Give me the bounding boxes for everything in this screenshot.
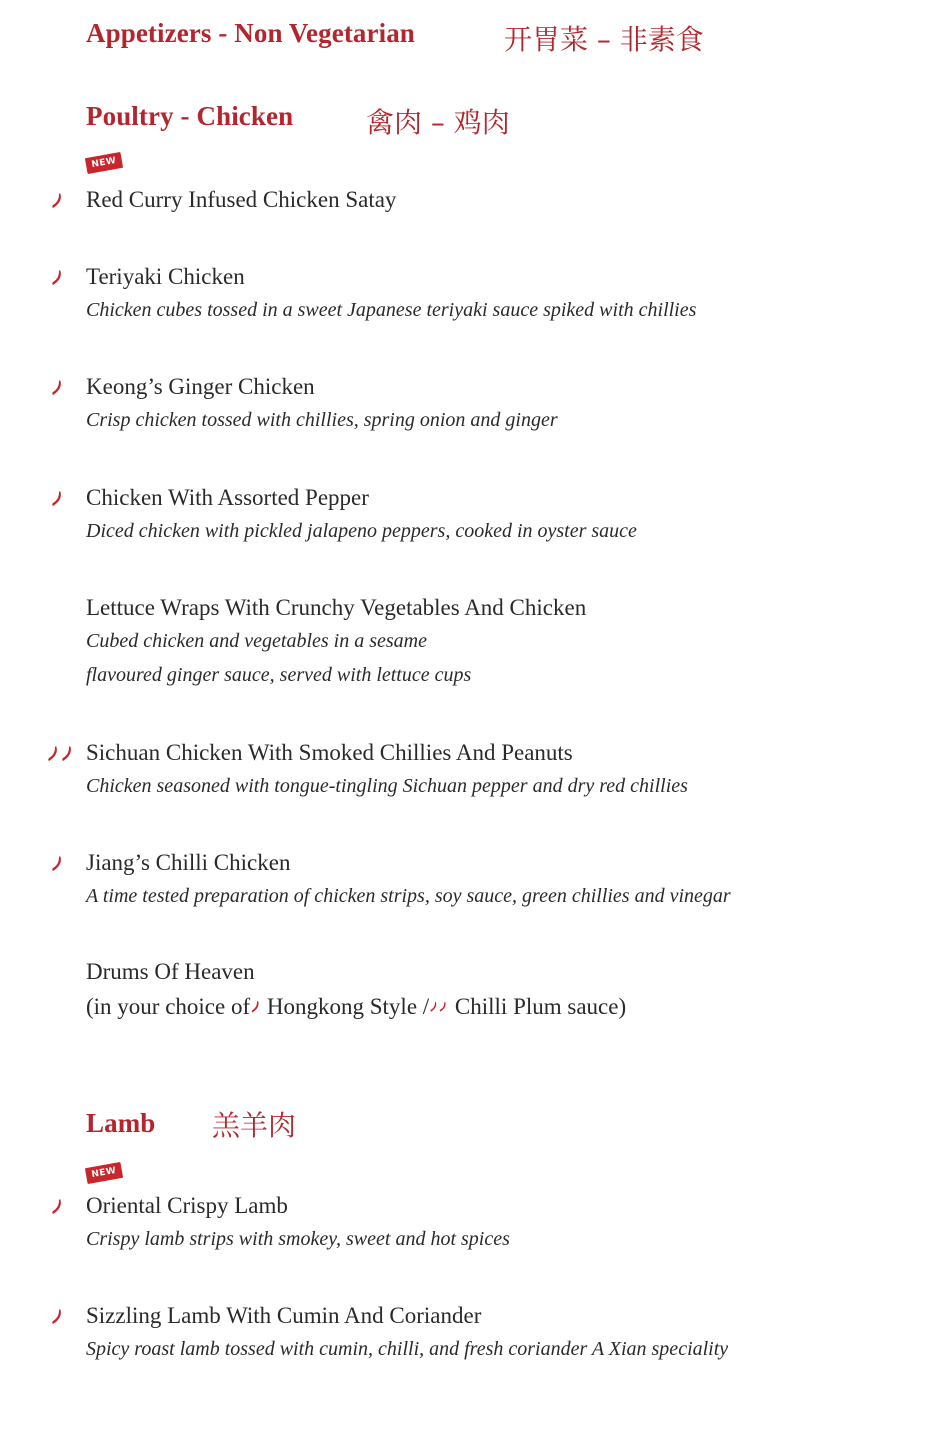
new-badge: NEW	[85, 1162, 123, 1184]
menu-item	[86, 184, 906, 216]
choice-b: Chilli Plum sauce)	[454, 994, 627, 1019]
item-name: Chicken With Assorted Pepper	[86, 485, 369, 510]
menu-item	[86, 371, 906, 437]
chilli-icon	[50, 855, 64, 873]
page-title: Appetizers - Non Vegetarian	[86, 18, 415, 48]
menu-item	[86, 1190, 906, 1256]
chilli-icon	[50, 1308, 64, 1326]
menu-item	[86, 737, 906, 803]
item-description: Cubed chicken and vegetables in a sesame	[86, 630, 428, 652]
new-badge: NEW	[85, 152, 123, 174]
menu-item	[86, 847, 906, 913]
item-description: A time tested preparation of chicken strips, soy sauce, green chillies and vinegar	[86, 885, 731, 907]
item-description: Crisp chicken tossed with chillies, spring onion and ginger	[86, 409, 558, 431]
chilli-icon	[50, 490, 64, 508]
item-name: Drums Of Heaven	[86, 959, 255, 984]
section-title: Lamb	[86, 1108, 156, 1138]
item-name: Oriental Crispy Lamb	[86, 1193, 288, 1218]
section-title-chinese: 羔羊肉	[212, 1109, 297, 1142]
page-title-chinese: 开胃菜 – 非素食	[504, 23, 704, 56]
section-heading-poultry	[86, 101, 293, 132]
menu-item	[86, 592, 906, 692]
chilli-icon	[50, 269, 64, 287]
section-title: Poultry - Chicken	[86, 101, 294, 131]
chilli-icon	[50, 379, 64, 397]
choice-a: Hongkong Style /	[266, 994, 430, 1019]
chilli-icon	[50, 1198, 64, 1216]
menu-item	[86, 1300, 906, 1366]
item-description: flavoured ginger sauce, served with lettuce cups	[86, 664, 472, 686]
double-chilli-icon	[429, 988, 449, 1002]
page-heading	[86, 18, 415, 49]
menu-item	[86, 956, 906, 1026]
item-description: Chicken cubes tossed in a sweet Japanese teriyaki sauce spiked with chillies	[86, 299, 697, 321]
item-name: Red Curry Infused Chicken Satay	[86, 187, 397, 212]
item-description: Spicy roast lamb tossed with cumin, chilli, and fresh coriander A Xian speciality	[86, 1338, 729, 1360]
item-name: Sizzling Lamb With Cumin And Coriander	[86, 1303, 482, 1328]
choice-prefix: (in your choice of	[86, 994, 251, 1019]
item-name: Keong’s Ginger Chicken	[86, 374, 315, 399]
double-chilli-icon	[46, 745, 76, 763]
item-description: Chicken seasoned with tongue-tingling Sichuan pepper and dry red chillies	[86, 775, 688, 797]
menu-item	[86, 261, 906, 327]
chilli-icon	[50, 192, 64, 210]
item-name: Lettuce Wraps With Crunchy Vegetables And Chicken	[86, 595, 587, 620]
item-description: Crispy lamb strips with smokey, sweet and hot spices	[86, 1228, 510, 1250]
menu-item	[86, 482, 906, 548]
chilli-icon	[250, 988, 261, 1002]
section-title-chinese: 禽肉 – 鸡肉	[366, 106, 510, 139]
section-heading-lamb	[86, 1108, 155, 1139]
item-choice	[86, 988, 906, 1026]
item-description: Diced chicken with pickled jalapeno peppers, cooked in oyster sauce	[86, 520, 637, 542]
item-name: Jiang’s Chilli Chicken	[86, 850, 291, 875]
item-name: Sichuan Chicken With Smoked Chillies And Peanuts	[86, 740, 573, 765]
item-name: Teriyaki Chicken	[86, 264, 245, 289]
